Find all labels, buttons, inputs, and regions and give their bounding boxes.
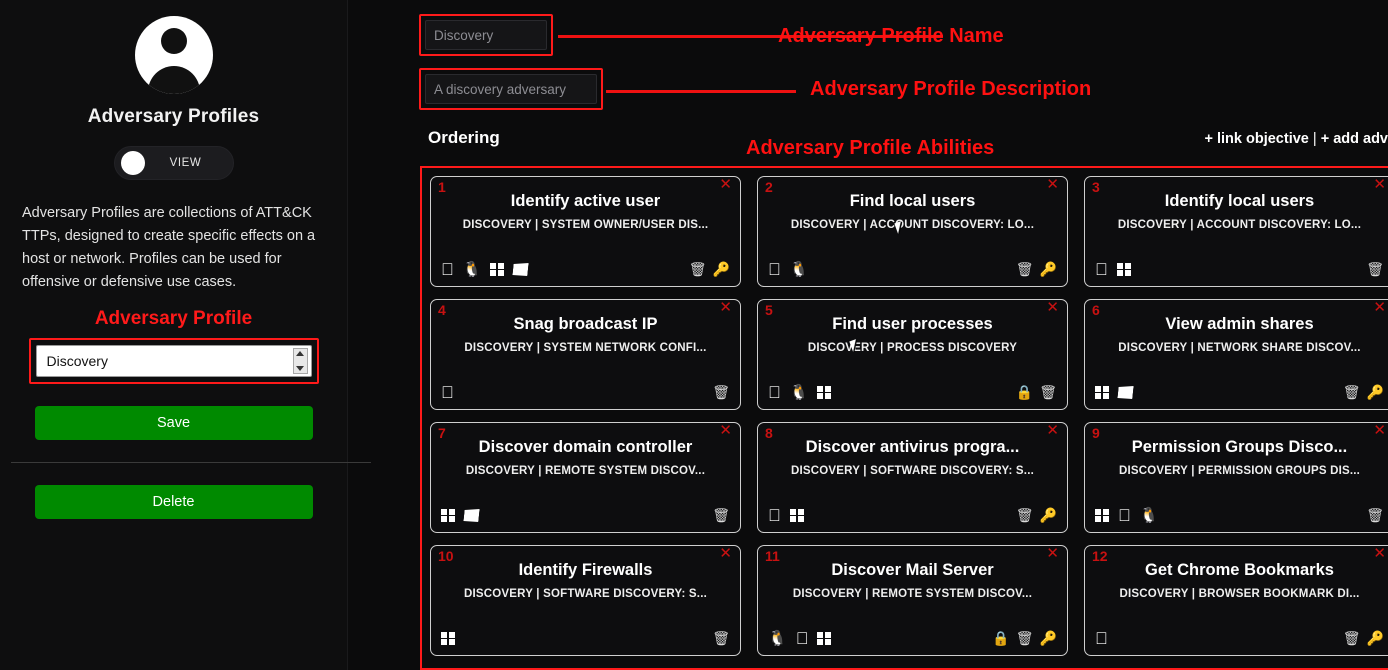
ability-tactic: DISCOVERY | REMOTE SYSTEM DISCOV...	[792, 588, 1033, 600]
ability-actions	[1343, 385, 1384, 400]
ability-title: Snag broadcast IP	[513, 315, 658, 333]
ability-order-number: 2	[765, 179, 773, 195]
ability-actions	[1343, 631, 1384, 646]
ability-footer	[441, 259, 730, 279]
page-title: Adversary Profiles	[87, 106, 260, 127]
ability-order-number: 7	[438, 425, 446, 441]
annotation-description-text: Adversary Profile Description	[810, 78, 1092, 100]
links-separator: |	[1312, 131, 1317, 147]
platform-icons	[441, 509, 479, 522]
key-icon[interactable]: 🔑	[1366, 383, 1384, 400]
ability-actions	[1016, 508, 1057, 523]
abilities-highlight	[420, 166, 1388, 670]
ability-order-number: 4	[438, 302, 446, 318]
ability-actions	[712, 508, 730, 523]
ability-tactic: DISCOVERY | PERMISSION GROUPS DIS...	[1118, 465, 1361, 477]
avatar-image	[135, 16, 213, 94]
windows-flag-icon	[1117, 386, 1133, 399]
platform-icons	[1095, 508, 1158, 523]
ability-footer	[441, 505, 730, 525]
ability-card[interactable]	[430, 176, 741, 287]
close-icon[interactable]: ✕	[1373, 176, 1386, 193]
apple-icon	[441, 385, 454, 400]
windows-icon	[1095, 509, 1109, 522]
view-toggle[interactable]	[114, 146, 234, 180]
chevron-updown-icon[interactable]	[293, 348, 308, 374]
ability-title: Get Chrome Bookmarks	[1145, 561, 1334, 579]
ability-card[interactable]	[757, 545, 1068, 656]
annotation-adversary-profile: Adversary Profile	[94, 308, 253, 329]
platform-icons	[768, 631, 831, 646]
platform-icons	[441, 262, 528, 277]
ordering-label: Ordering	[428, 128, 500, 147]
key-icon[interactable]: 🔑	[1039, 629, 1057, 646]
ability-card[interactable]	[1084, 299, 1388, 410]
platform-icons	[1095, 262, 1131, 277]
ability-card[interactable]	[430, 545, 741, 656]
ability-title: Permission Groups Disco...	[1131, 438, 1348, 456]
apple-icon	[796, 631, 809, 646]
ability-actions	[1366, 262, 1384, 277]
trash-icon[interactable]: 🗑	[1366, 260, 1384, 277]
chevron-up-icon	[296, 351, 304, 356]
linux-icon: 🐧	[777, 260, 796, 278]
ability-card[interactable]	[430, 299, 741, 410]
linux-icon: 🐧	[768, 629, 787, 647]
add-adversary-button[interactable]: + add adv	[1320, 131, 1388, 147]
avatar	[22, 16, 325, 94]
ability-actions	[1016, 385, 1057, 400]
ability-tactic: DISCOVERY | SOFTWARE DISCOVERY: S...	[463, 588, 707, 600]
ability-tactic: DISCOVERY | NETWORK SHARE DISCOV...	[1118, 342, 1361, 354]
annotation-abilities-text: Adversary Profile Abilities	[746, 137, 995, 159]
ability-footer	[768, 505, 1057, 525]
profile-name-input[interactable]: Discovery	[425, 20, 547, 50]
trash-icon[interactable]: 🗑	[1015, 260, 1034, 277]
platform-icons	[1095, 386, 1133, 399]
ability-title: Identify local users	[1164, 192, 1315, 210]
key-icon[interactable]: 🔑	[1039, 260, 1057, 277]
windows-icon	[441, 509, 455, 522]
ability-order-number: 10	[438, 548, 454, 564]
ability-footer	[768, 259, 1057, 279]
link-objective-button[interactable]: + link objective	[1204, 131, 1309, 147]
apple-icon	[768, 508, 781, 523]
ability-card[interactable]	[757, 422, 1068, 533]
apple-icon	[768, 385, 781, 400]
header-links	[1204, 131, 1388, 147]
profile-select[interactable]	[36, 345, 312, 377]
ability-card[interactable]	[757, 176, 1068, 287]
close-icon[interactable]: ✕	[1046, 545, 1059, 562]
view-toggle-label: VIEW	[169, 157, 202, 169]
close-icon[interactable]: ✕	[1373, 545, 1386, 562]
ability-card[interactable]	[430, 422, 741, 533]
ability-footer	[768, 382, 1057, 402]
ability-card[interactable]	[1084, 422, 1388, 533]
ability-order-number: 8	[765, 425, 773, 441]
profile-name-highlight	[419, 14, 553, 56]
ability-grid	[430, 176, 1388, 656]
windows-icon	[1095, 386, 1109, 399]
close-icon[interactable]: ✕	[719, 176, 732, 193]
trash-icon[interactable]: 🗑	[712, 383, 730, 400]
apple-icon	[768, 262, 781, 277]
delete-button[interactable]: Delete	[35, 485, 313, 519]
platform-icons	[441, 385, 454, 400]
ability-tactic: DISCOVERY | PROCESS DISCOVERY	[807, 342, 1018, 354]
annotation-name-text: Adversary Profile Name	[778, 25, 1004, 47]
key-icon[interactable]: 🔑	[712, 260, 730, 277]
trash-icon[interactable]: 🗑	[712, 506, 730, 523]
ability-footer	[768, 628, 1057, 648]
ability-tactic: DISCOVERY | SYSTEM OWNER/USER DIS...	[462, 219, 709, 231]
close-icon[interactable]: ✕	[1046, 176, 1059, 193]
avatar-body-shape	[148, 66, 200, 94]
close-icon[interactable]: ✕	[1373, 299, 1386, 316]
windows-flag-icon	[513, 263, 529, 276]
profile-description-input[interactable]: A discovery adversary	[425, 74, 597, 104]
linux-icon: 🐧	[450, 260, 469, 278]
ability-order-number: 9	[1092, 425, 1100, 441]
platform-icons	[768, 385, 831, 400]
linux-icon: 🐧	[777, 383, 796, 401]
ability-order-number: 1	[438, 179, 446, 195]
ability-tactic: DISCOVERY | ACCOUNT DISCOVERY: LO...	[1117, 219, 1362, 231]
sidebar-divider	[11, 462, 371, 463]
apple-icon	[441, 262, 454, 277]
ability-footer	[1095, 259, 1384, 279]
annotation-line-description	[606, 90, 796, 93]
ability-tactic: DISCOVERY | BROWSER BOOKMARK DI...	[1119, 588, 1360, 600]
lock-icon[interactable]: 🔒	[1015, 383, 1034, 400]
close-icon[interactable]: ✕	[1373, 422, 1386, 439]
trash-icon[interactable]: 🗑	[1015, 506, 1034, 523]
close-icon[interactable]: ✕	[719, 299, 732, 316]
ability-actions	[712, 385, 730, 400]
ability-title: Identify active user	[510, 192, 661, 210]
ability-order-number: 5	[765, 302, 773, 318]
ability-title: Discover domain controller	[478, 438, 693, 456]
avatar-head-shape	[161, 28, 187, 54]
key-icon[interactable]: 🔑	[1366, 629, 1384, 646]
trash-icon[interactable]: 🗑	[688, 260, 707, 277]
ability-footer	[441, 628, 730, 648]
ability-footer	[441, 382, 730, 402]
windows-icon	[817, 386, 831, 399]
apple-icon	[1118, 508, 1131, 523]
platform-icons	[441, 632, 455, 645]
trash-icon[interactable]: 🗑	[712, 629, 730, 646]
key-icon[interactable]: 🔑	[1039, 506, 1057, 523]
trash-icon[interactable]: 🗑	[1342, 383, 1361, 400]
profile-select-highlight	[29, 338, 319, 384]
linux-icon: 🐧	[1127, 506, 1146, 524]
close-icon[interactable]: ✕	[719, 545, 732, 562]
windows-icon	[441, 632, 455, 645]
windows-icon	[490, 263, 504, 276]
save-button[interactable]: Save	[35, 406, 313, 440]
windows-icon	[817, 632, 831, 645]
chevron-down-icon	[296, 366, 304, 371]
platform-icons	[768, 508, 804, 523]
ability-title: Find user processes	[832, 315, 993, 333]
ability-tactic: DISCOVERY | ACCOUNT DISCOVERY: LO...	[790, 219, 1035, 231]
profile-select-value: Discovery	[46, 353, 108, 369]
ability-actions	[689, 262, 730, 277]
ability-card[interactable]	[1084, 545, 1388, 656]
ability-footer	[1095, 505, 1384, 525]
ability-order-number: 6	[1092, 302, 1100, 318]
apple-icon	[1095, 262, 1108, 277]
ability-order-number: 11	[765, 548, 780, 564]
platform-icons	[1095, 631, 1108, 646]
ability-tactic: DISCOVERY | SYSTEM NETWORK CONFI...	[464, 342, 707, 354]
close-icon[interactable]: ✕	[1046, 299, 1059, 316]
toggle-knob[interactable]	[121, 151, 145, 175]
ability-order-number: 12	[1092, 548, 1108, 564]
windows-flag-icon	[463, 509, 479, 522]
close-icon[interactable]: ✕	[1046, 422, 1059, 439]
ability-footer	[1095, 628, 1384, 648]
ability-actions	[992, 631, 1057, 646]
ability-card[interactable]	[757, 299, 1068, 410]
ability-actions	[1366, 508, 1384, 523]
close-icon[interactable]: ✕	[719, 422, 732, 439]
trash-icon[interactable]: 🗑	[1366, 506, 1384, 523]
trash-icon[interactable]: 🗑	[1015, 629, 1034, 646]
ability-tactic: DISCOVERY | SOFTWARE DISCOVERY: S...	[790, 465, 1034, 477]
lock-icon[interactable]: 🔒	[992, 629, 1010, 646]
ability-title: Find local users	[849, 192, 976, 210]
profile-description-highlight	[419, 68, 603, 110]
ability-title: Discover Mail Server	[831, 561, 994, 579]
main-panel	[348, 0, 1388, 670]
trash-icon[interactable]: 🗑	[1039, 383, 1057, 400]
trash-icon[interactable]: 🗑	[1342, 629, 1361, 646]
ability-footer	[1095, 382, 1384, 402]
windows-icon	[790, 509, 804, 522]
ability-order-number: 3	[1092, 179, 1100, 195]
ability-card[interactable]	[1084, 176, 1388, 287]
sidebar-description: Adversary Profiles are collections of ATT&CK TTPs, designed to create specific effects on a host or network. Profiles can be used for offensive or defensive use cases.	[22, 205, 316, 290]
ability-actions	[1016, 262, 1057, 277]
ability-title: Discover antivirus progra...	[805, 438, 1020, 456]
ability-title: View admin shares	[1165, 315, 1314, 333]
ability-actions	[712, 631, 730, 646]
ability-tactic: DISCOVERY | REMOTE SYSTEM DISCOV...	[465, 465, 706, 477]
windows-icon	[1117, 263, 1131, 276]
ability-title: Identify Firewalls	[518, 561, 653, 579]
platform-icons	[768, 262, 808, 277]
apple-icon	[1095, 631, 1108, 646]
sidebar	[0, 0, 348, 670]
